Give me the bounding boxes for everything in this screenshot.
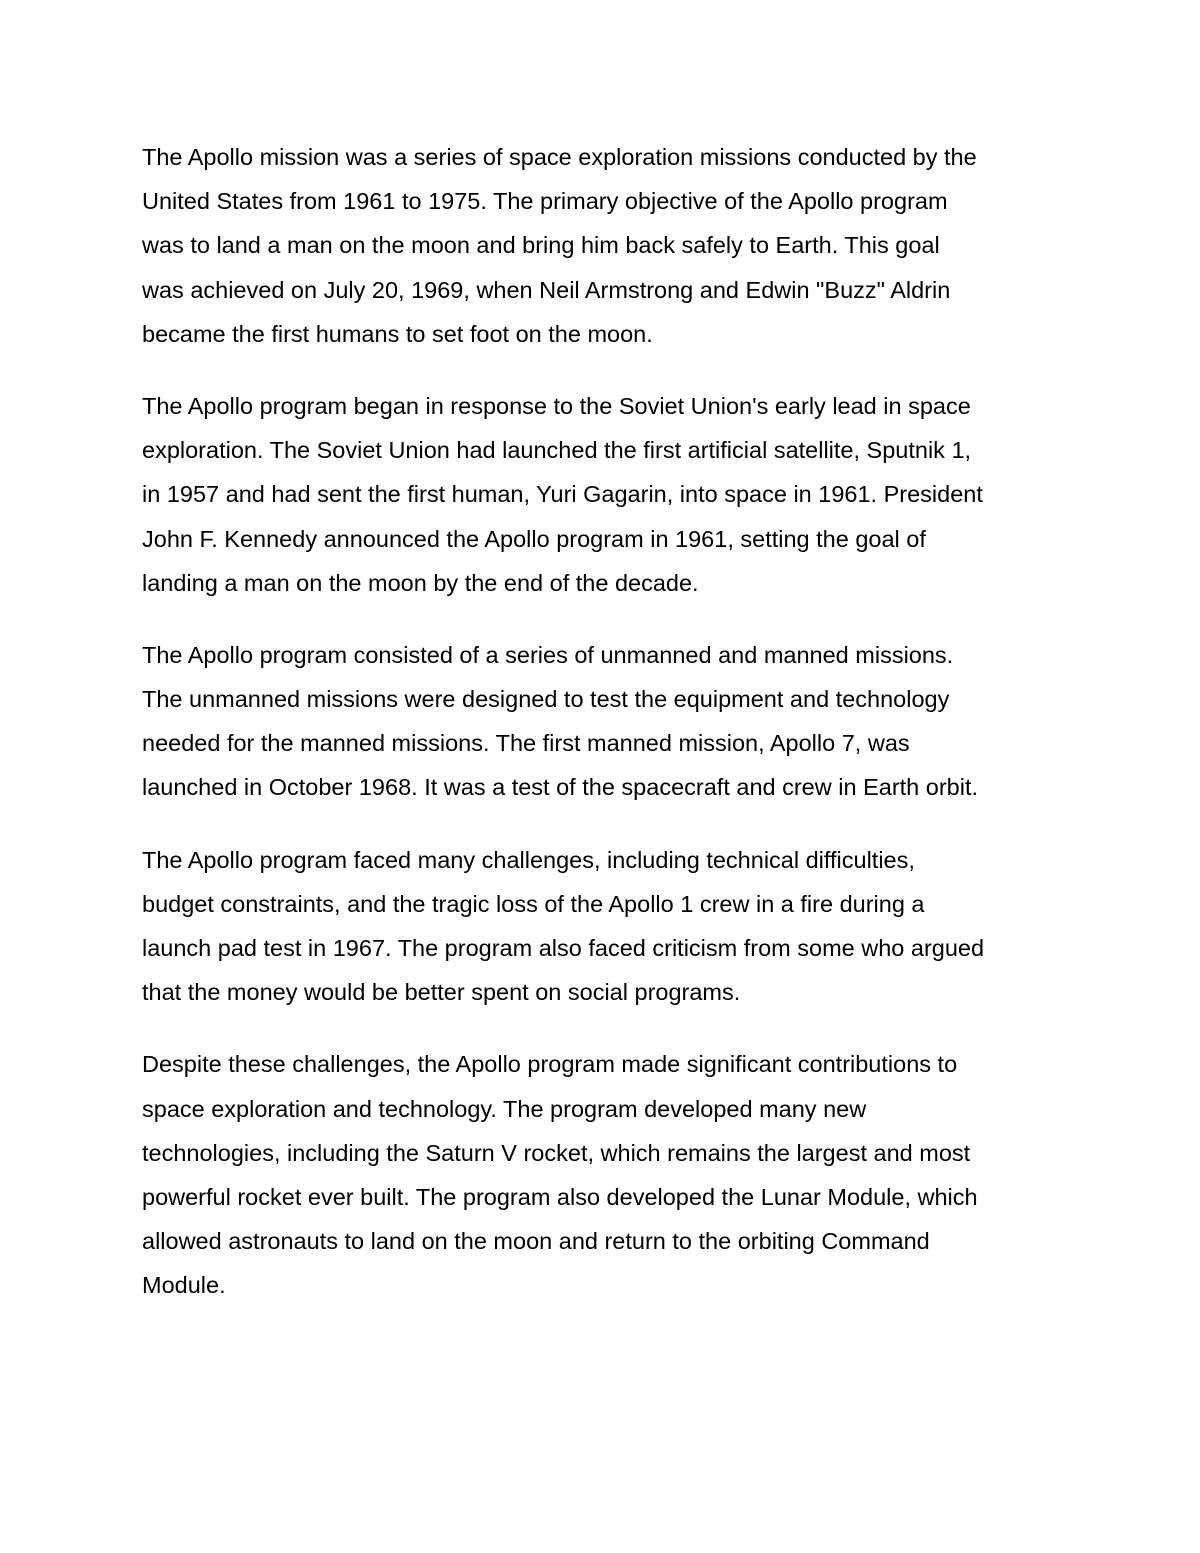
paragraph-line: was to land a man on the moon and bring him back safely to Earth. This goal — [142, 232, 940, 259]
paragraph-2 — [142, 384, 1062, 605]
paragraph-line: landing a man on the moon by the end of the decade. — [142, 569, 699, 596]
paragraph-line: Despite these challenges, the Apollo program made significant contributions to — [142, 1051, 958, 1078]
paragraph-5 — [142, 1042, 1062, 1307]
paragraph-line: space exploration and technology. The program developed many new — [142, 1095, 867, 1122]
paragraph-line: The Apollo mission was a series of space exploration missions conducted by the — [142, 144, 977, 170]
paragraph-line: United States from 1961 to 1975. The primary objective of the Apollo program — [142, 188, 948, 215]
paragraph-line: launch pad test in 1967. The program also faced criticism from some who argued — [142, 935, 985, 961]
paragraph-line: exploration. The Soviet Union had launched the first artificial satellite, Sputnik 1, — [142, 437, 972, 464]
paragraph-line: needed for the manned missions. The first manned mission, Apollo 7, was — [142, 730, 910, 757]
paragraph-line: launched in October 1968. It was a test of the spacecraft and crew in Earth orbit. — [142, 774, 979, 801]
paragraph-4 — [142, 838, 1062, 1015]
document-body — [142, 135, 1062, 1336]
paragraph-line: powerful rocket ever built. The program also developed the Lunar Module, which — [142, 1183, 978, 1210]
paragraph-line: The Apollo program began in response to the Soviet Union's early lead in space — [142, 392, 971, 419]
paragraph-line: technologies, including the Saturn V rocket, which remains the largest and most — [142, 1139, 971, 1166]
paragraph-line: The unmanned missions were designed to test the equipment and technology — [142, 686, 950, 713]
paragraph-line: The Apollo program consisted of a series of unmanned and manned missions. — [142, 641, 954, 668]
paragraph-line: budget constraints, and the tragic loss of the Apollo 1 crew in a fire during a — [142, 890, 925, 917]
paragraph-3 — [142, 633, 1062, 810]
paragraph-1 — [142, 135, 1062, 356]
paragraph-line: in 1957 and had sent the first human, Yuri Gagarin, into space in 1961. President — [142, 481, 983, 508]
paragraph-line: that the money would be better spent on social programs. — [142, 979, 741, 1006]
paragraph-line: allowed astronauts to land on the moon and return to the orbiting Command — [142, 1228, 930, 1255]
paragraph-line: was achieved on July 20, 1969, when Neil Armstrong and Edwin "Buzz" Aldrin — [142, 276, 951, 303]
paragraph-line: Module. — [142, 1272, 226, 1299]
paragraph-line: The Apollo program faced many challenges, including technical difficulties, — [142, 846, 915, 873]
paragraph-line: John F. Kennedy announced the Apollo program in 1961, setting the goal of — [142, 525, 926, 552]
paragraph-line: became the first humans to set foot on the moon. — [142, 320, 653, 347]
